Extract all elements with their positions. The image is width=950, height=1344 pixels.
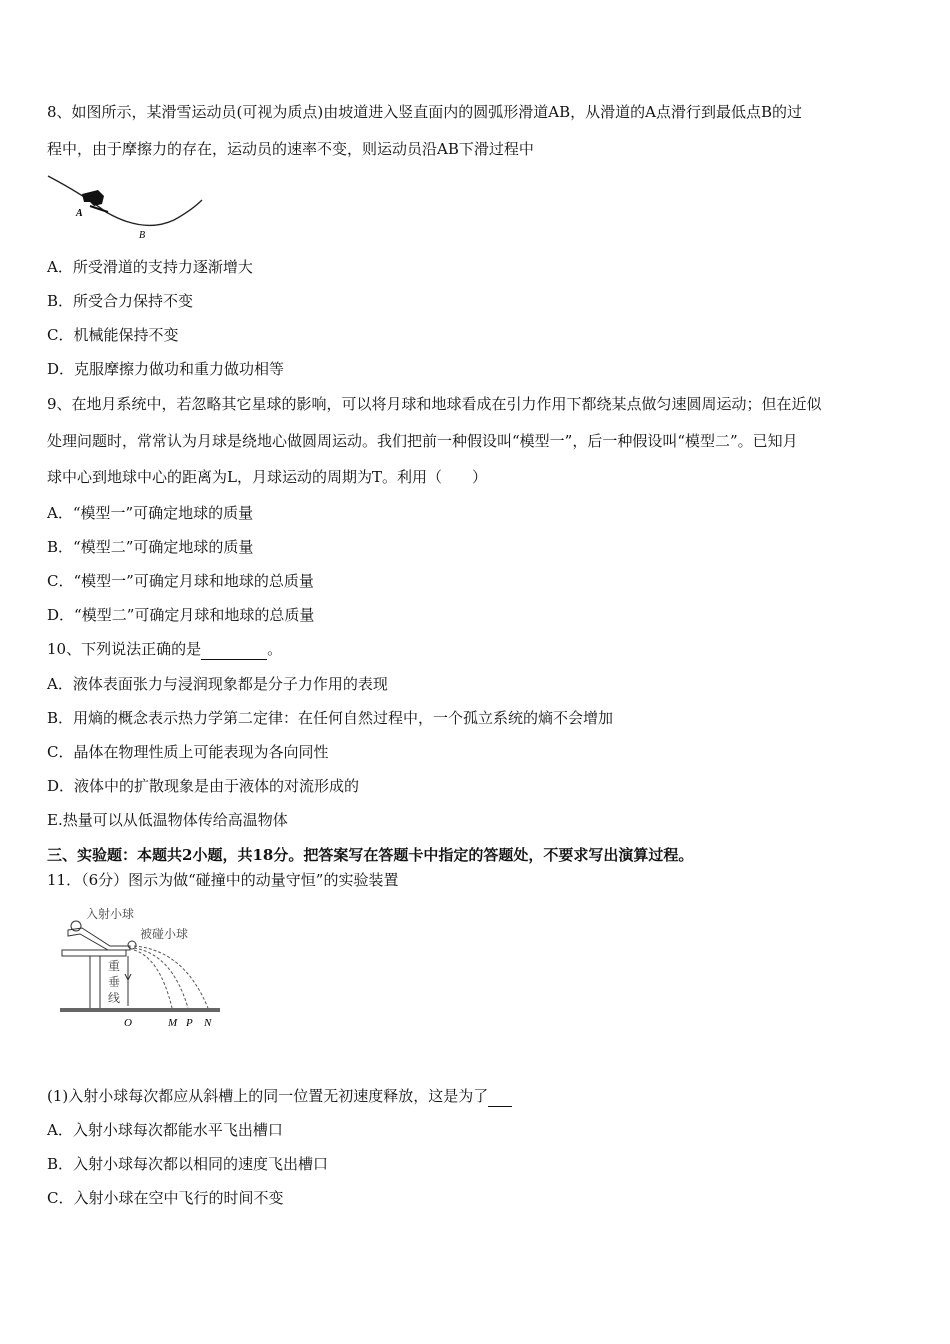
q9-option-a: A．“模型一”可确定地球的质量 [47, 504, 254, 522]
q10-option-e: E.热量可以从低温物体传给高温物体 [47, 811, 288, 829]
plumb-line-label-3: 线 [108, 991, 121, 1005]
q11-stem: 11．（6分）图示为做“碰撞中的动量守恒”的实验装置 [47, 871, 399, 889]
plumb-line-label-2: 垂 [108, 975, 121, 989]
incident-ball-label: 入射小球 [86, 907, 135, 921]
ski-track-figure [44, 172, 209, 242]
q8-stem-line-2: 程中，由于摩擦力的存在，运动员的速率不变，则运动员沿AB下滑过程中 [47, 140, 534, 158]
point-p-label: P [186, 1017, 193, 1029]
ground [60, 1008, 220, 1012]
q8-option-d: D．克服摩擦力做功和重力做功相等 [47, 360, 285, 378]
q11-option-c: C．入射小球在空中飞行的时间不变 [47, 1189, 284, 1207]
q10-stem [47, 639, 282, 660]
point-o-label: O [124, 1017, 132, 1029]
q9-stem-line-1: 9、在地月系统中，若忽略其它星球的影响，可以将月球和地球看成在引力作用下都绕某点做匀速圆周运动；但在近似 [47, 395, 822, 413]
point-m-label: M [168, 1017, 178, 1029]
answer-blank [488, 1086, 512, 1107]
q9-option-d: D．“模型二”可确定月球和地球的总质量 [47, 606, 315, 624]
q11-option-a: A．入射小球每次都能水平飞出槽口 [47, 1121, 283, 1139]
q9-stem-line-3: 球中心到地球中心的距离为L，月球运动的周期为T。利用（ ） [47, 468, 487, 486]
q8-option-a: A．所受滑道的支持力逐渐增大 [47, 258, 253, 276]
trajectory-m [134, 950, 172, 1008]
label-a: A [76, 208, 83, 219]
point-n-label: N [204, 1017, 212, 1029]
table-top [62, 950, 126, 956]
q10-stem-text: 10、下列说法正确的是 [47, 640, 202, 658]
answer-blank [201, 639, 267, 660]
arc-track [48, 176, 202, 225]
q10-option-a: A．液体表面张力与浸润现象都是分子力作用的表现 [47, 675, 388, 693]
q10-option-b: B．用熵的概念表示热力学第二定律：在任何自然过程中，一个孤立系统的熵不会增加 [47, 709, 614, 727]
q11-sub1 [47, 1086, 512, 1107]
q8-stem-line-1: 8、如图所示，某滑雪运动员(可视为质点)由坡道进入竖直面内的圆弧形滑道AB，从滑道的A点滑行到最低点B的过 [47, 103, 802, 121]
plumb-line-label-1: 重 [108, 959, 121, 973]
skier-icon [82, 190, 108, 212]
q11-option-b: B．入射小球每次都以相同的速度飞出槽口 [47, 1155, 329, 1173]
q8-option-b: B．所受合力保持不变 [47, 292, 194, 310]
section-heading: 三、实验题：本题共2小题，共18分。把答案写在答题卡中指定的答题处，不要求写出演算过程。 [47, 846, 694, 864]
q9-option-c: C．“模型一”可确定月球和地球的总质量 [47, 572, 314, 590]
q8-option-c: C．机械能保持不变 [47, 326, 179, 344]
q10-option-d: D．液体中的扩散现象是由于液体的对流形成的 [47, 777, 360, 795]
q11-sub1-text: (1)入射小球每次都应从斜槽上的同一位置无初速度释放，这是为了 [47, 1087, 489, 1105]
target-ball-label: 被碰小球 [140, 927, 189, 941]
label-b: B [139, 230, 146, 241]
q9-option-b: B．“模型二”可确定地球的质量 [47, 538, 254, 556]
trajectory-p [134, 948, 188, 1008]
q10-option-c: C．晶体在物理性质上可能表现为各向同性 [47, 743, 329, 761]
collision-apparatus-figure [60, 900, 230, 1035]
q10-stem-end: 。 [267, 640, 283, 658]
q9-stem-line-2: 处理问题时，常常认为月球是绕地心做圆周运动。我们把前一种假设叫“模型一”，后一种假设叫“模型二”。已知月 [47, 432, 798, 450]
